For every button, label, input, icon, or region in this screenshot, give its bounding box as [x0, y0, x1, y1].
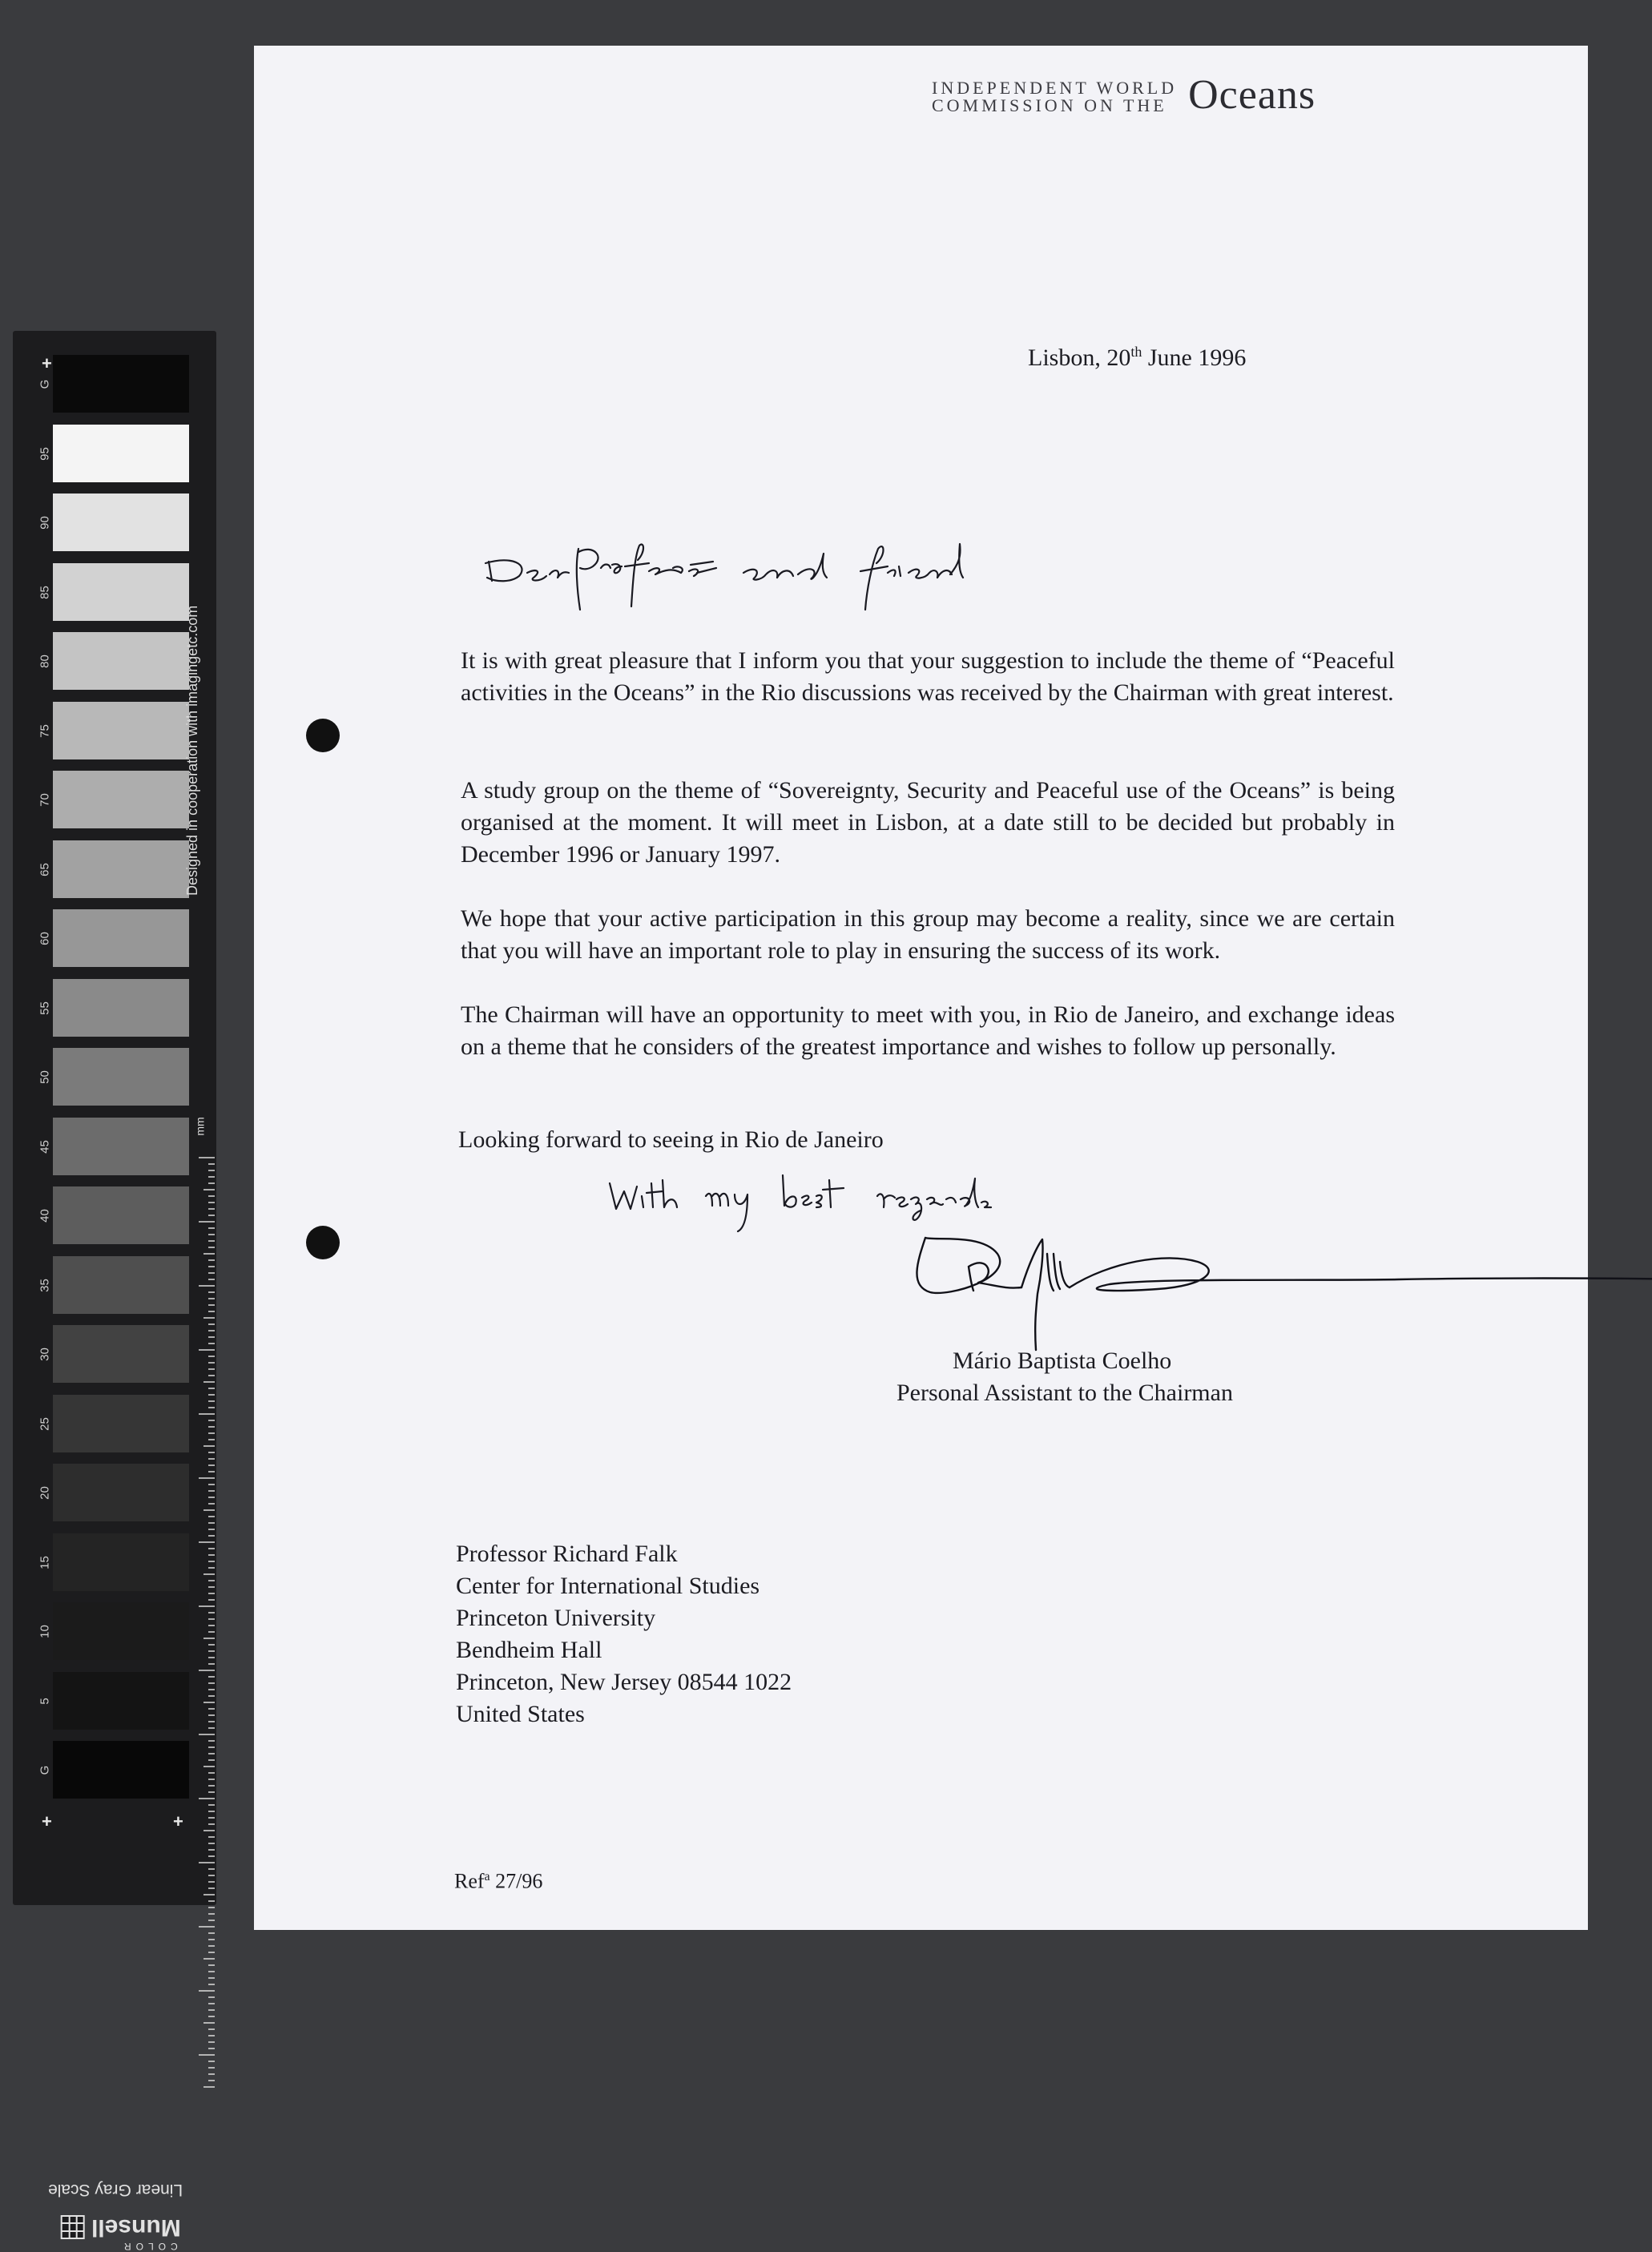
gray-patch [53, 1533, 189, 1591]
ruler-unit: mm [193, 1117, 207, 1136]
gray-scale-card [13, 331, 216, 2252]
gray-patch [53, 909, 189, 967]
closing-line: Looking forward to seeing in Rio de Janeiro [458, 1126, 884, 1153]
patch-label: 60 [38, 932, 52, 945]
address-line: Princeton, New Jersey 08544 1022 [456, 1669, 792, 1695]
grid-logo-icon [61, 2215, 85, 2239]
patch-label: 80 [38, 655, 52, 668]
paragraph: A study group on the theme of “Sovereignty, Security and Peaceful use of the Oceans” is being organised at the moment. It will meet in Lisbon, at a date still to be decided but probably in December 1996 or January 1997. [461, 777, 1395, 868]
reference-number: Ref$^a$ 27/96 [454, 1869, 543, 1893]
address-line: United States [456, 1701, 585, 1727]
gray-patch [53, 425, 189, 482]
patch-label: 40 [38, 1209, 52, 1223]
address-line: Professor Richard Falk [456, 1541, 678, 1567]
gray-patch [53, 1672, 189, 1730]
handwritten-closing [606, 1167, 1055, 1239]
patch-label: 50 [38, 1070, 52, 1084]
munsell-logo [61, 2214, 181, 2252]
gray-patch [53, 771, 189, 828]
patch-label: 35 [38, 1278, 52, 1292]
patch-label: G [38, 379, 52, 389]
signature [901, 1230, 1652, 1358]
patch-label: 25 [38, 1416, 52, 1431]
gray-patch [53, 1118, 189, 1175]
patch-label: 20 [38, 1486, 52, 1500]
letter-date: Lisbon, 20th June 1996 [1028, 344, 1247, 371]
patch-label: 10 [38, 1625, 52, 1638]
letterhead-line1: INDEPENDENT WORLD [932, 78, 1178, 98]
gray-patch [53, 563, 189, 621]
gray-patch [53, 840, 189, 898]
registration-mark: + [42, 1811, 52, 1831]
address-line: Princeton University [456, 1605, 656, 1631]
patch-label: 30 [38, 1348, 52, 1361]
registration-mark: + [42, 353, 52, 373]
punch-hole [306, 1226, 340, 1259]
letterhead-line2: COMMISSION ON THE [932, 95, 1167, 115]
letterhead-oceans: Oceans [1188, 72, 1316, 118]
brand-name: Munsell [91, 2214, 181, 2241]
gray-patch [53, 702, 189, 759]
gray-patch [53, 1741, 189, 1799]
gray-patch [53, 494, 189, 551]
paragraph: We hope that your active participation in this group may become a reality, since we are certain that you will have an important role to play in ensuring the success of its work. [461, 905, 1395, 964]
gray-patch [53, 1186, 189, 1244]
gray-patch [53, 1048, 189, 1106]
gray-patch [53, 632, 189, 690]
paragraph: It is with great pleasure that I inform you that your suggestion to include the theme of “Peaceful activities in the Oceans” in the Rio discussions was received by the Chairman with great interest. [461, 647, 1395, 706]
patch-label: 85 [38, 585, 52, 599]
letter-page [254, 46, 1588, 1930]
paragraph: The Chairman will have an opportunity to meet with you, in Rio de Janeiro, and exchange ideas on a theme that he considers of the greatest importance and wishes to follow up personally. [461, 1001, 1395, 1060]
vendor-credit: Designed in cooperation with imagingetc.com [184, 605, 200, 896]
mm-ruler [199, 1154, 231, 2100]
scale-name: Linear Gray Scale [48, 2181, 183, 2199]
patch-label: 90 [38, 516, 52, 530]
patch-label: 5 [38, 1697, 52, 1705]
punch-hole [306, 719, 340, 752]
patch-label: G [38, 1765, 52, 1775]
patch-label: 65 [38, 862, 52, 876]
gray-patch [53, 1325, 189, 1383]
gray-patch [53, 1602, 189, 1660]
gray-patch [53, 1256, 189, 1314]
signer-name: Mário Baptista Coelho [953, 1348, 1172, 1374]
gray-patch [53, 979, 189, 1037]
letterhead [932, 72, 1316, 118]
brand-sub: COLOR [119, 2241, 178, 2252]
gray-patch [53, 1395, 189, 1452]
patch-label: 75 [38, 723, 52, 738]
patch-label: 95 [38, 446, 52, 461]
gray-patch [53, 355, 189, 413]
address-line: Center for International Studies [456, 1573, 760, 1599]
patch-label: 15 [38, 1555, 52, 1569]
patch-label: 45 [38, 1139, 52, 1154]
registration-mark: + [173, 1811, 183, 1831]
handwritten-salutation [481, 533, 961, 621]
signer-title: Personal Assistant to the Chairman [897, 1380, 1233, 1406]
gray-patch [53, 1464, 189, 1521]
patch-label: 70 [38, 793, 52, 807]
address-line: Bendheim Hall [456, 1637, 602, 1663]
patch-label: 55 [38, 1001, 52, 1015]
